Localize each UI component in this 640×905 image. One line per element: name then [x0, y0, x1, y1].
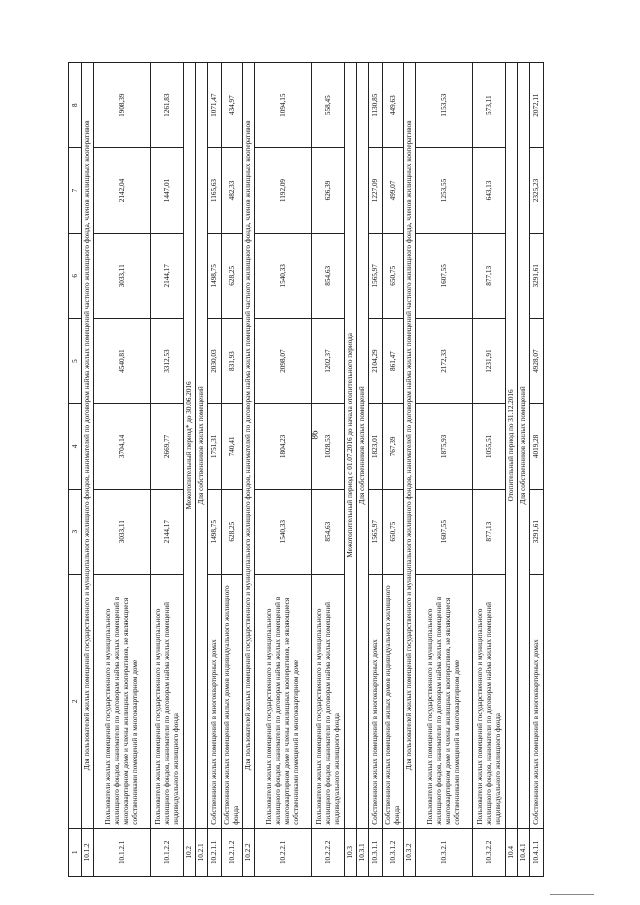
row-code: 10.3.1.2: [383, 828, 404, 876]
rate-value: 1071,47: [208, 63, 222, 148]
column-number: 4: [69, 404, 82, 489]
group-heading: Для пользователей жилых помещений государственного и муниципального жилищного фондов, нанимателей по договорам найма жилых помещений частного жилищного фонда, членов жилищных кооперативов: [243, 63, 255, 829]
rate-value: 650,75: [383, 233, 404, 318]
rate-value: 3291,61: [530, 489, 544, 574]
rate-value: 499,07: [383, 148, 404, 233]
table-row: [473, 63, 506, 877]
period-heading: Для собственников жилых помещений: [518, 63, 530, 829]
row-code: 10.3.1.1: [369, 828, 383, 876]
rate-value: 740,41: [222, 404, 243, 489]
table-row: [404, 63, 416, 877]
rate-value: 2142,04: [94, 148, 151, 233]
rate-value: 4928,07: [530, 318, 544, 403]
table-row: [312, 63, 345, 877]
rate-value: 573,11: [473, 63, 506, 148]
row-code: 10.2.1.1: [208, 828, 222, 876]
row-code: 10.1.2.2: [151, 828, 184, 876]
rate-value: 3291,61: [530, 233, 544, 318]
table-row: [196, 63, 208, 877]
table-row: [243, 63, 255, 877]
rate-value: 1565,97: [369, 233, 383, 318]
rate-value: 1261,83: [151, 63, 184, 148]
row-code: 10.4.1: [518, 828, 530, 876]
group-heading: Для пользователей жилых помещений государственного и муниципального жилищного фондов, нанимателей по договорам найма жилых помещений частного жилищного фонда, членов жилищных кооперативов: [404, 63, 416, 829]
rate-value: 4540,81: [94, 318, 151, 403]
table-row: [345, 63, 357, 877]
row-code: 10.3.2: [404, 828, 416, 876]
rate-value: 1130,85: [369, 63, 383, 148]
rate-value: 1231,91: [473, 318, 506, 403]
rate-value: 877,13: [473, 233, 506, 318]
rate-value: 1498,75: [208, 489, 222, 574]
rate-value: 2172,33: [416, 318, 473, 403]
tariff-table: [68, 62, 544, 877]
period-heading: Для собственников жилых помещений: [196, 63, 208, 829]
rate-value: 1028,53: [312, 404, 345, 489]
rate-value: 628,25: [222, 233, 243, 318]
row-code: 10.3.2.1: [416, 828, 473, 876]
period-heading: Для собственников жилых помещений: [357, 63, 369, 829]
row-code: 10.2.2: [243, 828, 255, 876]
rate-value: 1804,23: [255, 404, 312, 489]
table-row: [416, 63, 473, 877]
table-row: [151, 63, 184, 877]
column-number: 6: [69, 233, 82, 318]
rotated-page-content: [68, 62, 576, 877]
row-description: Пользователи жилых помещений государственного и муниципального жилищного фондов, наниматели по договорам найма жилых помещений в многоквартирном доме и члены жилищных кооперативов, не являющиеся собственниками помещений в многоквартирном доме: [255, 574, 312, 828]
rate-value: 1540,33: [255, 233, 312, 318]
table-row: [222, 63, 243, 877]
table-row: [369, 63, 383, 877]
rate-value: 1751,31: [208, 404, 222, 489]
rate-value: 2072,11: [530, 63, 544, 148]
rate-value: 1094,15: [255, 63, 312, 148]
row-code: 10.1.2.1: [94, 828, 151, 876]
row-description: Пользователи жилых помещений государственного и муниципального жилищного фондов, наниматели по договорам найма жилых помещений индивидуального жилищного фонда: [312, 574, 345, 828]
table-row: [518, 63, 530, 877]
rate-value: 1253,55: [416, 148, 473, 233]
column-number-row: [69, 63, 82, 877]
row-description: Пользователи жилых помещений государственного и муниципального жилищного фондов, наниматели по договорам найма жилых помещений в многоквартирном доме и члены жилищных кооперативов, не являющиеся собственниками помещений в многоквартирном доме: [416, 574, 473, 828]
rate-value: 854,63: [312, 233, 345, 318]
rate-value: 558,45: [312, 63, 345, 148]
column-number: 2: [69, 574, 82, 828]
table-row: [383, 63, 404, 877]
row-code: 10.2.2.2: [312, 828, 345, 876]
rate-value: 3312,53: [151, 318, 184, 403]
rate-value: 1202,37: [312, 318, 345, 403]
table-row: [184, 63, 196, 877]
column-number: 5: [69, 318, 82, 403]
rate-value: 1227,09: [369, 148, 383, 233]
period-heading: Межотопительный период* до 30.06.2016: [184, 63, 196, 829]
table-row: [208, 63, 222, 877]
tariff-table-body: [69, 63, 544, 877]
period-heading: Межотопительный период с 01.07.2016 до начала отопительного периода: [345, 63, 357, 829]
column-number: 3: [69, 489, 82, 574]
column-number: 1: [69, 828, 82, 876]
table-row: [506, 63, 518, 877]
rate-value: 434,97: [222, 63, 243, 148]
row-code: 10.4.1.1: [530, 828, 544, 876]
rate-value: 1498,75: [208, 233, 222, 318]
row-description: Собственники жилых помещений жилых домов индивидуального жилищного фонда: [222, 574, 243, 828]
rate-value: 2325,23: [530, 148, 544, 233]
row-code: 10.3.1: [357, 828, 369, 876]
rate-value: 1447,01: [151, 148, 184, 233]
rate-value: 643,13: [473, 148, 506, 233]
rate-value: 3704,14: [94, 404, 151, 489]
rate-value: 831,93: [222, 318, 243, 403]
row-code: 10.2.2.1: [255, 828, 312, 876]
rate-value: 2144,17: [151, 233, 184, 318]
rate-value: 3033,11: [94, 233, 151, 318]
rate-value: 861,47: [383, 318, 404, 403]
page-number: 86: [309, 430, 320, 440]
group-heading: Для пользователей жилых помещений государственного и муниципального жилищного фондов, нанимателей по договорам найма жилых помещений частного жилищного фонда, членов жилищных кооперативов: [82, 63, 94, 829]
table-row: [357, 63, 369, 877]
rate-value: 2104,29: [369, 318, 383, 403]
rate-value: 2144,17: [151, 489, 184, 574]
rate-value: 2669,77: [151, 404, 184, 489]
rate-value: 482,33: [222, 148, 243, 233]
scan-edge-mark: [550, 894, 594, 895]
rate-value: 2030,03: [208, 318, 222, 403]
rate-value: 449,63: [383, 63, 404, 148]
row-description: Собственники жилых помещений в многоквартирных домах: [208, 574, 222, 828]
rate-value: 767,39: [383, 404, 404, 489]
rate-value: 1192,09: [255, 148, 312, 233]
row-description: Пользователи жилых помещений государственного и муниципального жилищного фондов, наниматели по договорам найма жилых помещений индивидуального жилищного фонда: [473, 574, 506, 828]
row-description: Собственники жилых помещений в многоквартирных домах: [369, 574, 383, 828]
rate-value: 1540,33: [255, 489, 312, 574]
rate-value: 1823,01: [369, 404, 383, 489]
rate-value: 4019,28: [530, 404, 544, 489]
row-code: 10.1.2: [82, 828, 94, 876]
rate-value: 1153,53: [416, 63, 473, 148]
period-heading: Отопительный период по 31.12.2016: [506, 63, 518, 829]
rate-value: 626,39: [312, 148, 345, 233]
rate-value: 1908,39: [94, 63, 151, 148]
column-number: 8: [69, 63, 82, 148]
rate-value: 877,13: [473, 489, 506, 574]
row-code: 10.2.1.2: [222, 828, 243, 876]
row-code: 10.3.2.2: [473, 828, 506, 876]
row-code: 10.4: [506, 828, 518, 876]
row-description: Собственники жилых помещений жилых домов индивидуального жилищного фонда: [383, 574, 404, 828]
rate-value: 1607,55: [416, 233, 473, 318]
row-code: 10.2.1: [196, 828, 208, 876]
rate-value: 628,25: [222, 489, 243, 574]
rate-value: 1165,63: [208, 148, 222, 233]
rate-value: 650,75: [383, 489, 404, 574]
rate-value: 1565,97: [369, 489, 383, 574]
row-code: 10.3: [345, 828, 357, 876]
table-row: [255, 63, 312, 877]
row-description: Пользователи жилых помещений государственного и муниципального жилищного фондов, наниматели по договорам найма жилых помещений индивидуального жилищного фонда: [151, 574, 184, 828]
rate-value: 1607,55: [416, 489, 473, 574]
row-description: Собственники жилых помещений в многоквартирных домах: [530, 574, 544, 828]
table-row: [530, 63, 544, 877]
row-code: 10.2: [184, 828, 196, 876]
table-row: [94, 63, 151, 877]
rate-value: 3033,11: [94, 489, 151, 574]
rate-value: 854,63: [312, 489, 345, 574]
table-row: [82, 63, 94, 877]
row-description: Пользователи жилых помещений государственного и муниципального жилищного фондов, наниматели по договорам найма жилых помещений в многоквартирном доме и члены жилищных кооперативов, не являющиеся собственниками помещений в многоквартирном доме: [94, 574, 151, 828]
rate-value: 1055,51: [473, 404, 506, 489]
column-number: 7: [69, 148, 82, 233]
rate-value: 1875,93: [416, 404, 473, 489]
rate-value: 2098,07: [255, 318, 312, 403]
